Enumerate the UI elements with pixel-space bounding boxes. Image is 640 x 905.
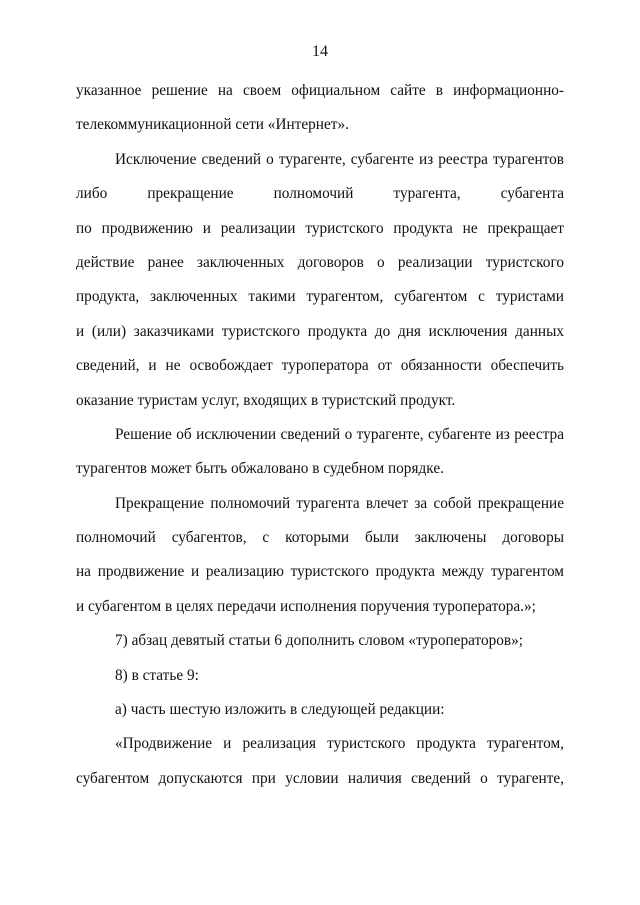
text-line: продукта, заключенных такими турагентом, субагентом с туристами xyxy=(76,288,564,306)
text-line: и (или) заказчиками туристского продукта до дня исключения данных xyxy=(76,322,564,340)
text-line: Прекращение полномочий турагента влечет за собой прекращение xyxy=(115,494,564,512)
text-line: по продвижению и реализации туристского продукта не прекращает xyxy=(76,219,564,237)
text-line: телекоммуникационной сети «Интернет». xyxy=(76,116,349,134)
text-line: турагентов может быть обжаловано в судебном порядке. xyxy=(76,460,444,478)
text-line: 8) в статье 9: xyxy=(115,666,199,684)
text-line: 7) абзац девятый статьи 6 дополнить словом «туроператоров»; xyxy=(115,632,524,650)
text-line: действие ранее заключенных договоров о реализации туристского xyxy=(76,253,564,271)
text-line: и субагентом в целях передачи исполнения поручения туроператора.»; xyxy=(76,597,536,615)
text-line: субагентом допускаются при условии наличия сведений о турагенте, xyxy=(76,769,564,787)
text-line: полномочий субагентов, с которыми были заключены договоры xyxy=(76,529,564,547)
page-number: 14 xyxy=(312,43,328,60)
text-line: на продвижение и реализацию туристского продукта между турагентом xyxy=(76,563,564,581)
text-line: сведений, и не освобождает туроператора от обязанности обеспечить xyxy=(76,357,564,375)
text-line: Решение об исключении сведений о турагенте, субагенте из реестра xyxy=(115,425,564,443)
text-line: а) часть шестую изложить в следующей редакции: xyxy=(115,701,445,719)
text-line: Исключение сведений о турагенте, субагенте из реестра турагентов xyxy=(115,150,564,168)
text-line: оказание туристам услуг, входящих в туристский продукт. xyxy=(76,391,456,409)
text-line: либо прекращение полномочий турагента, субагента xyxy=(76,185,564,203)
text-line: «Продвижение и реализация туристского продукта турагентом, xyxy=(115,735,564,753)
text-line: указанное решение на своем официальном сайте в информационно- xyxy=(76,82,564,99)
document-body xyxy=(76,81,564,803)
